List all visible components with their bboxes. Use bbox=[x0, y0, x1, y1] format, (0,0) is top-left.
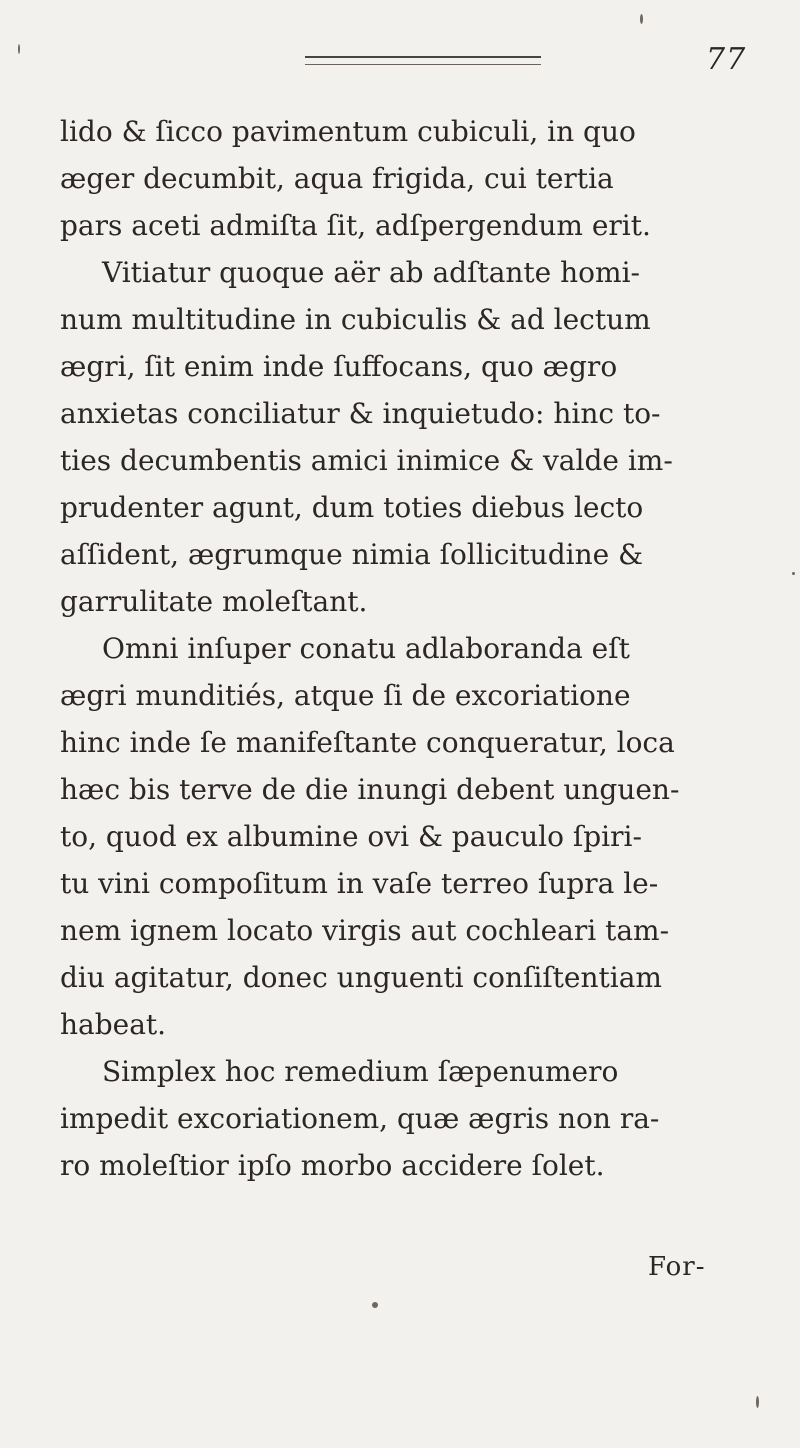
text-line: tu vini compoſitum in vaſe terreo ſupra le- bbox=[60, 867, 659, 900]
text-line: ro moleſtior ipſo morbo accidere ſolet. bbox=[60, 1149, 605, 1182]
header-rule bbox=[305, 56, 541, 65]
text-line: hæc bis terve de die inungi debent unguen- bbox=[60, 773, 680, 806]
paragraph-start-line: Vitiatur quoque aër ab adſtante homi- bbox=[102, 256, 641, 289]
body-text bbox=[60, 108, 760, 1189]
paper-speck bbox=[756, 1396, 759, 1408]
paper-speck bbox=[640, 14, 643, 24]
text-line: to, quod ex albumine ovi & pauculo ſpiri- bbox=[60, 820, 642, 853]
paper-speck bbox=[372, 1302, 378, 1308]
text-line: habeat. bbox=[60, 1008, 167, 1041]
text-line: anxietas conciliatur & inquietudo: hinc to- bbox=[60, 397, 661, 430]
text-line: ægri munditiés, atque ſi de excoriatione bbox=[60, 679, 631, 712]
text-line: ægri, ſit enim inde ſuffocans, quo ægro bbox=[60, 350, 618, 383]
page-number: 77 bbox=[706, 42, 747, 77]
text-line: lido & ſicco pavimentum cubiculi, in quo bbox=[60, 115, 636, 148]
text-line: garrulitate moleſtant. bbox=[60, 585, 368, 618]
text-line: ties decumbentis amici inimice & valde im- bbox=[60, 444, 673, 477]
text-line: impedit excoriationem, quæ ægris non ra- bbox=[60, 1102, 660, 1135]
catchword: For- bbox=[648, 1252, 706, 1282]
text-line: prudenter agunt, dum toties diebus lecto bbox=[60, 491, 644, 524]
text-line: nem ignem locato virgis aut cochleari tam- bbox=[60, 914, 670, 947]
paragraph-start-line: Omni inſuper conatu adlaboranda eſt bbox=[102, 632, 630, 665]
text-line: pars aceti admiſta ſit, adſpergendum erit. bbox=[60, 209, 651, 242]
text-line: æger decumbit, aqua frigida, cui tertia bbox=[60, 162, 614, 195]
paper-speck bbox=[18, 44, 20, 54]
paper-speck bbox=[792, 572, 795, 575]
text-line: hinc inde ſe manifeſtante conqueratur, loca bbox=[60, 726, 675, 759]
paragraph-start-line: Simplex hoc remedium ſæpenumero bbox=[102, 1055, 619, 1088]
text-line: diu agitatur, donec unguenti conſiſtentiam bbox=[60, 961, 662, 994]
text-line: num multitudine in cubiculis & ad lectum bbox=[60, 303, 651, 336]
text-line: aſſident, ægrumque nimia ſollicitudine & bbox=[60, 538, 643, 571]
